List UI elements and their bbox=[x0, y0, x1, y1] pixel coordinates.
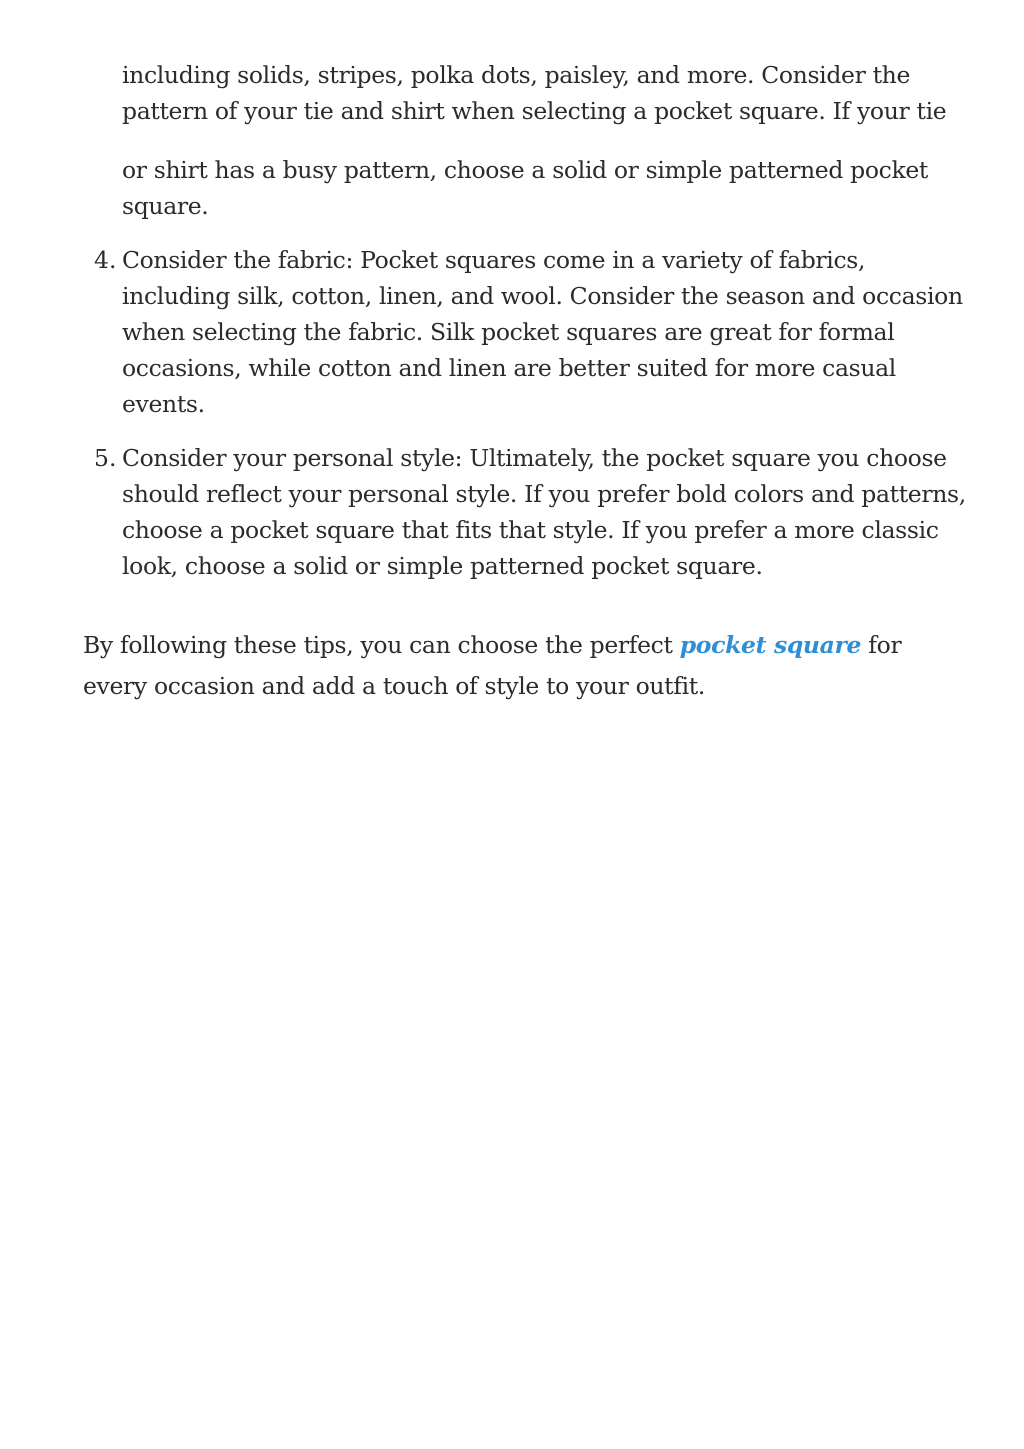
text-line bbox=[83, 630, 901, 660]
text-line: events. bbox=[122, 390, 205, 418]
text-line: when selecting the fabric. Silk pocket squares are great for formal bbox=[122, 318, 895, 346]
text-line: Consider the fabric: Pocket squares come in a variety of fabrics, bbox=[122, 246, 866, 274]
text-line: choose a pocket square that fits that style. If you prefer a more classic bbox=[122, 516, 939, 544]
text-line: Consider your personal style: Ultimately, the pocket square you choose bbox=[122, 444, 947, 472]
text-line: pattern of your tie and shirt when selecting a pocket square. If your tie bbox=[122, 97, 947, 125]
closing-text-before-link: By following these tips, you can choose the perfect bbox=[83, 631, 673, 659]
text-line: should reflect your personal style. If you prefer bold colors and patterns, bbox=[122, 480, 966, 508]
text-line: look, choose a solid or simple patterned pocket square. bbox=[122, 552, 763, 580]
closing-text-after-link: for bbox=[868, 631, 902, 659]
text-line: occasions, while cotton and linen are better suited for more casual bbox=[122, 354, 896, 382]
text-line: every occasion and add a touch of style to your outfit. bbox=[83, 672, 705, 700]
list-marker: 5. bbox=[94, 444, 117, 472]
text-line: square. bbox=[122, 192, 209, 220]
text-line: or shirt has a busy pattern, choose a solid or simple patterned pocket bbox=[122, 156, 928, 184]
pocket-square-link[interactable]: pocket square bbox=[679, 631, 862, 659]
text-line: including solids, stripes, polka dots, paisley, and more. Consider the bbox=[122, 61, 911, 89]
list-marker: 4. bbox=[94, 246, 117, 274]
text-line: including silk, cotton, linen, and wool. Consider the season and occasion bbox=[122, 282, 963, 310]
